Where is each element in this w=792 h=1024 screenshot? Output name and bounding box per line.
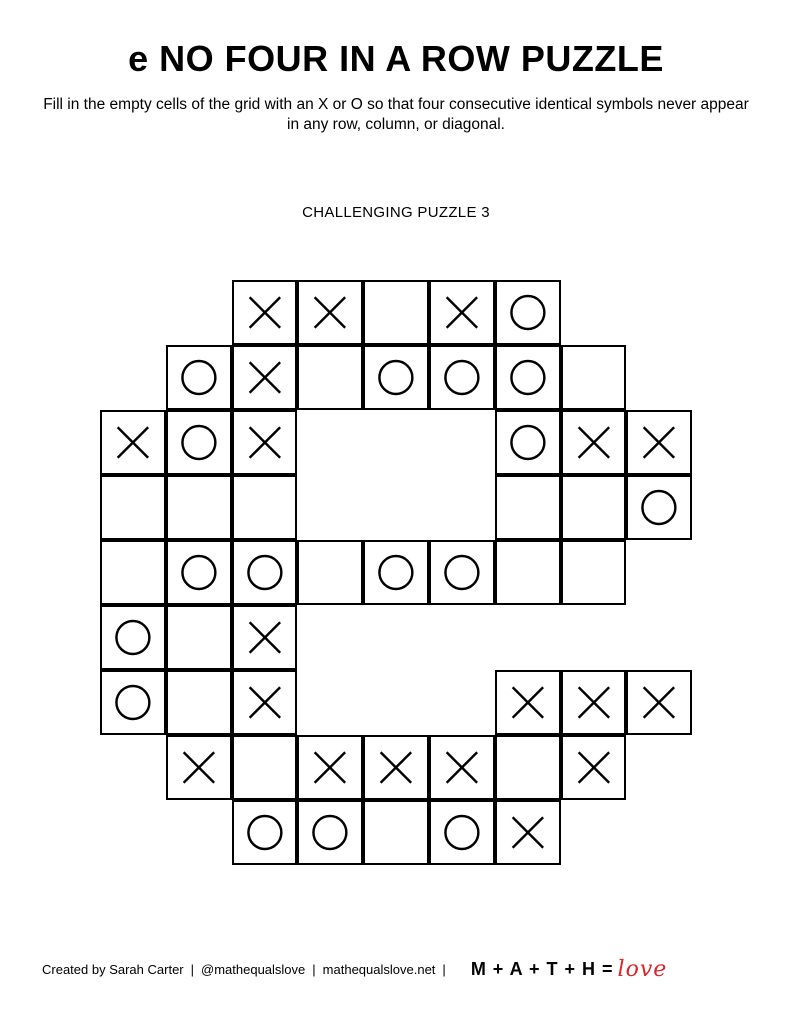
grid-cell-empty[interactable] (297, 540, 363, 605)
grid-cell-o (495, 345, 561, 410)
x-mark-icon (234, 607, 296, 668)
grid-cell-empty[interactable] (232, 735, 298, 800)
x-mark-icon (563, 672, 625, 733)
grid-cell-x (297, 735, 363, 800)
grid-cell-x (232, 605, 298, 670)
instructions-text: Fill in the empty cells of the grid with an X or O so that four consecutive identical symbols never appear in any row, column, or diagonal. (43, 96, 749, 133)
o-mark-icon (299, 802, 361, 863)
grid-cell-empty[interactable] (297, 345, 363, 410)
footer-separator: | (442, 961, 446, 977)
o-mark-icon (497, 412, 559, 473)
grid-cell-o (495, 410, 561, 475)
grid-cell-x (166, 735, 232, 800)
x-mark-icon (234, 672, 296, 733)
footer-author: Created by Sarah Carter (42, 961, 184, 977)
x-mark-icon (563, 737, 625, 798)
o-mark-icon (168, 412, 230, 473)
grid-cell-o (495, 280, 561, 345)
grid-cell-empty[interactable] (166, 605, 232, 670)
footer (42, 957, 762, 981)
grid-cell-o (626, 475, 692, 540)
x-mark-icon (299, 737, 361, 798)
grid-cell-x (429, 735, 495, 800)
grid-cell-o (297, 800, 363, 865)
footer-separator: | (190, 961, 195, 977)
x-mark-icon (168, 737, 230, 798)
grid-cell-x (429, 280, 495, 345)
x-mark-icon (234, 347, 296, 408)
brand-letters: M + A + T + H = (470, 958, 614, 979)
grid-cell-o (429, 345, 495, 410)
grid-cell-x (232, 670, 298, 735)
grid-cell-empty[interactable] (561, 345, 627, 410)
grid-cell-o (100, 605, 166, 670)
grid-cell-o (429, 540, 495, 605)
o-mark-icon (628, 477, 690, 538)
grid-cell-o (100, 670, 166, 735)
grid-cell-x (561, 735, 627, 800)
o-mark-icon (102, 672, 164, 733)
footer-separator: | (312, 961, 316, 977)
grid-cell-empty[interactable] (495, 475, 561, 540)
grid-cell-x (232, 410, 298, 475)
x-mark-icon (628, 412, 690, 473)
grid-cell-x (561, 410, 627, 475)
o-mark-icon (102, 607, 164, 668)
grid-cell-empty[interactable] (495, 735, 561, 800)
grid-cell-empty[interactable] (100, 540, 166, 605)
x-mark-icon (365, 737, 427, 798)
o-mark-icon (365, 542, 427, 603)
grid-cell-x (297, 280, 363, 345)
x-mark-icon (234, 412, 296, 473)
grid-cell-empty[interactable] (166, 475, 232, 540)
x-mark-icon (628, 672, 690, 733)
grid-cell-empty[interactable] (232, 475, 298, 540)
brand-love: love (617, 956, 668, 982)
x-mark-icon (431, 282, 493, 343)
grid-cell-o (232, 800, 298, 865)
footer-credits (42, 962, 453, 977)
grid-cell-empty[interactable] (363, 280, 429, 345)
grid-cell-o (166, 410, 232, 475)
o-mark-icon (431, 802, 493, 863)
grid-cell-o (363, 540, 429, 605)
o-mark-icon (168, 542, 230, 603)
grid-cell-x (232, 345, 298, 410)
grid-cell-x (100, 410, 166, 475)
grid-cell-o (166, 540, 232, 605)
o-mark-icon (234, 542, 296, 603)
grid-cell-empty[interactable] (561, 475, 627, 540)
grid-cell-x (561, 670, 627, 735)
grid-cell-x (626, 670, 692, 735)
grid-cell-empty[interactable] (363, 800, 429, 865)
o-mark-icon (431, 347, 493, 408)
grid-cell-x (495, 800, 561, 865)
grid-cell-empty[interactable] (166, 670, 232, 735)
x-mark-icon (563, 412, 625, 473)
grid-cell-empty[interactable] (100, 475, 166, 540)
grid-cell-x (626, 410, 692, 475)
footer-website: mathequalslove.net (322, 961, 436, 977)
o-mark-icon (497, 282, 559, 343)
x-mark-icon (102, 412, 164, 473)
puzzle-grid (100, 280, 692, 865)
grid-cell-o (429, 800, 495, 865)
grid-cell-o (166, 345, 232, 410)
x-mark-icon (299, 282, 361, 343)
x-mark-icon (234, 282, 296, 343)
page-title: e NO FOUR IN A ROW PUZZLE (128, 38, 664, 79)
grid-cell-x (363, 735, 429, 800)
grid-cell-empty[interactable] (495, 540, 561, 605)
o-mark-icon (431, 542, 493, 603)
footer-handle: @mathequalslove (201, 961, 306, 977)
x-mark-icon (431, 737, 493, 798)
puzzle-subtitle: CHALLENGING PUZZLE 3 (302, 204, 490, 221)
o-mark-icon (497, 347, 559, 408)
grid-cell-x (495, 670, 561, 735)
brand-logo (471, 957, 667, 982)
o-mark-icon (168, 347, 230, 408)
grid-cell-o (363, 345, 429, 410)
x-mark-icon (497, 672, 559, 733)
grid-cell-o (232, 540, 298, 605)
x-mark-icon (497, 802, 559, 863)
grid-cell-empty[interactable] (561, 540, 627, 605)
o-mark-icon (365, 347, 427, 408)
o-mark-icon (234, 802, 296, 863)
grid-cell-x (232, 280, 298, 345)
